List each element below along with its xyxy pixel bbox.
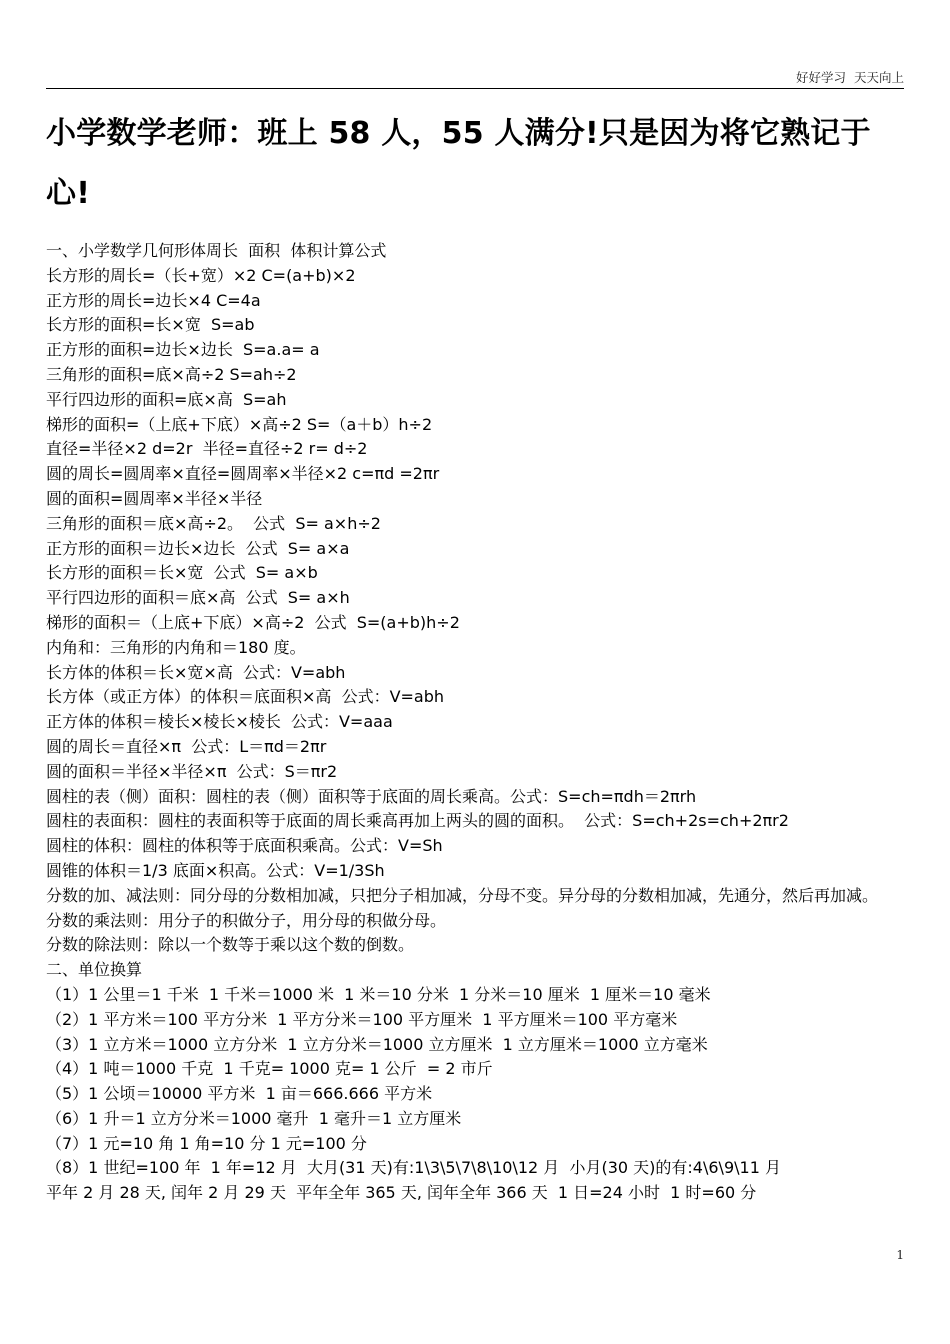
text-line: 分数的乘法则：用分子的积做分子，用分母的积做分母。 (46, 910, 447, 930)
text-line: （8）1 世纪=100 年 1 年=12 月 大月(31 天)有:1\3\5\7\8\10\12 月 小月(30 天)的有:4\6\9\11 月 (46, 1158, 781, 1178)
text-line: 圆柱的表面积：圆柱的表面积等于底面的周长乘高再加上两头的圆的面积。 公式：S=ch+2s=ch+2πr2 (46, 811, 789, 831)
text-line: 长方体的体积＝长×宽×高 公式：V=abh (46, 662, 346, 682)
text-line: 分数的除法则：除以一个数等于乘以这个数的倒数。 (46, 935, 415, 955)
text-line: 三角形的面积=底×高÷2 S=ah÷2 (46, 364, 297, 384)
text-line: （2）1 平方米＝100 平方分米 1 平方分米＝100 平方厘米 1 平方厘米＝100 平方毫米 (46, 1009, 678, 1029)
text-line: 正方形的面积=边长×边长 S=a.a= a (46, 340, 320, 360)
page-title: 小学数学老师：班上 58 人，55 人满分!只是因为将它熟记于心! (46, 116, 871, 211)
text-line: 长方形的周长=（长+宽）×2 C=(a+b)×2 (46, 265, 356, 285)
text-line: 一、小学数学几何形体周长 面积 体积计算公式 (46, 241, 387, 260)
text-line: 圆的面积=圆周率×半径×半径 (46, 488, 263, 508)
text-line: 内角和：三角形的内角和＝180 度。 (46, 637, 306, 657)
document-body (46, 239, 906, 1206)
text-line: （7）1 元=10 角 1 角=10 分 1 元=100 分 (46, 1133, 367, 1153)
text-line: （3）1 立方米＝1000 立方分米 1 立方分米＝1000 立方厘米 1 立方厘米＝1000 立方毫米 (46, 1034, 708, 1054)
header-divider (46, 88, 904, 89)
text-line: 梯形的面积＝（上底+下底）×高÷2 公式 S=(a+b)h÷2 (46, 612, 460, 632)
text-line: 正方形的面积＝边长×边长 公式 S= a×a (46, 538, 350, 558)
text-line: （5）1 公顷＝10000 平方米 1 亩＝666.666 平方米 (46, 1084, 433, 1104)
text-line: 平年 2 月 28 天, 闰年 2 月 29 天 平年全年 365 天, 闰年全年 366 天 1 日=24 小时 1 时=60 分 (46, 1183, 757, 1203)
text-line: 平行四边形的面积=底×高 S=ah (46, 389, 287, 409)
text-line: （1）1 公里＝1 千米 1 千米＝1000 米 1 米＝10 分米 1 分米＝10 厘米 1 厘米＝10 毫米 (46, 984, 711, 1004)
text-paragraph: 分数的加、减法则：同分母的分数相加减，只把分子相加减，分母不变。异分母的分数相加减，先通分，然后再加减。 (46, 885, 879, 905)
text-line: 圆柱的体积：圆柱的体积等于底面积乘高。公式：V=Sh (46, 836, 443, 856)
page-number: 1 (896, 1248, 904, 1262)
section-heading: 二、单位换算 (46, 960, 143, 980)
text-line: （4）1 吨＝1000 千克 1 千克= 1000 克= 1 公斤 = 2 市斤 (46, 1059, 493, 1079)
text-line: 圆锥的体积＝1/3 底面×积高。公式：V=1/3Sh (46, 860, 385, 880)
text-line: 三角形的面积＝底×高÷2。 公式 S= a×h÷2 (46, 513, 381, 533)
text-line: 梯形的面积=（上底+下底）×高÷2 S=（a＋b）h÷2 (46, 414, 433, 434)
text-line: 正方形的周长=边长×4 C=4a (46, 290, 261, 310)
header-note: 好好学习 天天向上 (796, 70, 904, 85)
text-line: （6）1 升＝1 立方分米＝1000 毫升 1 毫升＝1 立方厘米 (46, 1108, 462, 1128)
text-line: 圆的面积＝半径×半径×π 公式：S＝πr2 (46, 761, 338, 781)
text-line: 直径=半径×2 d=2r 半径=直径÷2 r= d÷2 (46, 439, 368, 459)
text-line: 长方形的面积＝长×宽 公式 S= a×b (46, 563, 318, 583)
text-line: 圆的周长=圆周率×直径=圆周率×半径×2 c=πd =2πr (46, 464, 440, 484)
text-line: 平行四边形的面积＝底×高 公式 S= a×h (46, 588, 350, 608)
text-line: 正方体的体积＝棱长×棱长×棱长 公式：V=aaa (46, 712, 393, 732)
text-line: 长方体（或正方体）的体积＝底面积×高 公式：V=abh (46, 687, 445, 707)
text-line: 长方形的面积=长×宽 S=ab (46, 315, 255, 335)
text-line: 圆柱的表（侧）面积：圆柱的表（侧）面积等于底面的周长乘高。公式：S=ch=πdh＝2πrh (46, 786, 697, 806)
text-line: 圆的周长＝直径×π 公式：L＝πd＝2πr (46, 736, 327, 756)
